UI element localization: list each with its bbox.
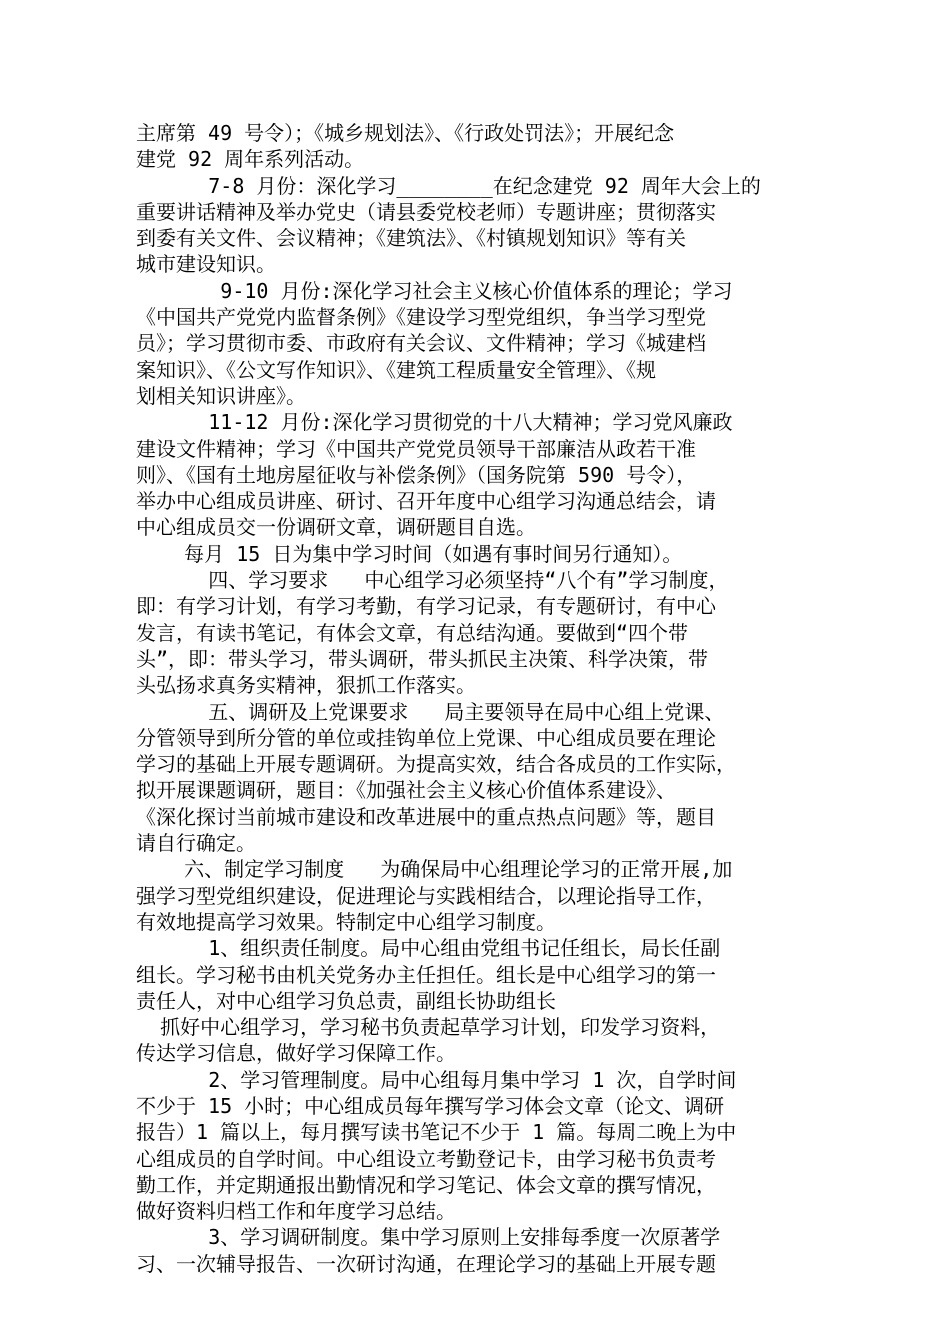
text-line: 抓好中心组学习，学习秘书负责起草学习计划，印发学习资料， [136, 1015, 721, 1040]
text-line: 1、组织责任制度。局中心组由党组书记任组长，局长任副 [136, 936, 721, 961]
text-line: 3、学习调研制度。集中学习原则上安排每季度一次原著学 [136, 1225, 721, 1250]
text-line: 责任人，对中心组学习负总责，副组长协助组长 [136, 988, 556, 1013]
text-line: 心组成员的自学时间。中心组设立考勤登记卡，由学习秘书负责考 [136, 1146, 716, 1171]
text-line: 中心组成员交一份调研文章，调研题目自选。 [136, 515, 536, 540]
text-line: 报告）1 篇以上，每月撰写读书笔记不少于 1 篇。每周二晚上为中 [136, 1120, 737, 1145]
text-line: 组长。学习秘书由机关党务办主任担任。组长是中心组学习的第一 [136, 962, 716, 987]
text-line: 城市建设知识。 [136, 252, 276, 277]
text-line: 主席第 49 号令）；《城乡规划法》、《行政处罚法》；开展纪念 [136, 121, 675, 145]
text-line: 有效地提高学习效果。特制定中心组学习制度。 [136, 909, 556, 934]
text-line: 《中国共产党党内监督条例》《建设学习型党组织，争当学习型党 [136, 305, 706, 330]
text-line: 勤工作，并定期通报出勤情况和学习笔记、体会文章的撰写情况， [136, 1172, 716, 1197]
text-line: 发言，有读书笔记，有体会文章，有总结沟通。要做到“四个带 [136, 620, 689, 645]
text-line: 建党 92 周年系列活动。 [136, 147, 365, 172]
text-line: 请自行确定。 [136, 831, 256, 856]
text-line: 即：有学习计划，有学习考勤，有学习记录，有专题研讨，有中心 [136, 594, 716, 619]
text-line: 举办中心组成员讲座、研讨、召开年度中心组学习沟通总结会，请 [136, 489, 716, 514]
text-line: 头弘扬求真务实精神，狠抓工作落实。 [136, 673, 476, 698]
text-line: 9-10 月份:深化学习社会主义核心价值体系的理论；学习 [136, 278, 733, 303]
text-line: 《深化探讨当前城市建设和改革进展中的重点热点问题》等，题目 [136, 804, 716, 829]
text-line: 员》；学习贯彻市委、市政府有关会议、文件精神；学习《城建档 [136, 331, 706, 356]
text-line: 头”，即：带头学习，带头调研，带头抓民主决策、科学决策，带 [136, 646, 709, 671]
text-line: 拟开展课题调研，题目：《加强社会主义核心价值体系建设》、 [136, 778, 676, 803]
text-line: 习、一次辅导报告、一次研讨沟通，在理论学习的基础上开展专题 [136, 1251, 716, 1276]
document-body [136, 120, 816, 1277]
text-line: 11-12 月份:深化学习贯彻党的十八大精神；学习党风廉政 [136, 410, 733, 435]
text-line: 不少于 15 小时；中心组成员每年撰写学习体会文章（论文、调研 [136, 1093, 725, 1118]
text-line: 六、制定学习制度 为确保局中心组理论学习的正常开展,加 [136, 857, 733, 882]
text-line: 每月 15 日为集中学习时间（如遇有事时间另行通知）。 [136, 541, 683, 566]
text-line: 分管领导到所分管的单位或挂钩单位上党课、中心组成员要在理论 [136, 725, 716, 750]
text-line: 2、学习管理制度。局中心组每月集中学习 1 次，自学时间 [136, 1067, 737, 1092]
text-line: 学习的基础上开展专题调研。为提高实效，结合各成员的工作实际， [136, 752, 736, 777]
text-line: 划相关知识讲座》。 [136, 383, 306, 408]
text-line: 到委有关文件、会议精神；《建筑法》、《村镇规划知识》等有关 [136, 226, 686, 251]
text-line: 则》、《国有土地房屋征收与补偿条例》（国务院第 590 号令）， [136, 462, 697, 487]
text-line: 四、学习要求 中心组学习必须坚持“八个有”学习制度， [136, 568, 729, 593]
text-line: 案知识》、《公文写作知识》、《建筑工程质量安全管理》、《规 [136, 357, 656, 382]
text-line: 重要讲话精神及举办党史（请县委党校老师）专题讲座；贯彻落实 [136, 199, 716, 224]
text-line: 建设文件精神；学习《中国共产党党员领导干部廉洁从政若干准 [136, 436, 696, 461]
text-line: 做好资料归档工作和年度学习总结。 [136, 1199, 456, 1224]
text-line: 传达学习信息，做好学习保障工作。 [136, 1041, 456, 1066]
text-line: 7-8 月份：深化学习________在纪念建党 92 周年大会上的 [136, 173, 761, 198]
text-line: 五、调研及上党课要求 局主要领导在局中心组上党课、 [136, 699, 725, 724]
text-line: 强学习型党组织建设，促进理论与实践相结合，以理论指导工作， [136, 883, 716, 908]
